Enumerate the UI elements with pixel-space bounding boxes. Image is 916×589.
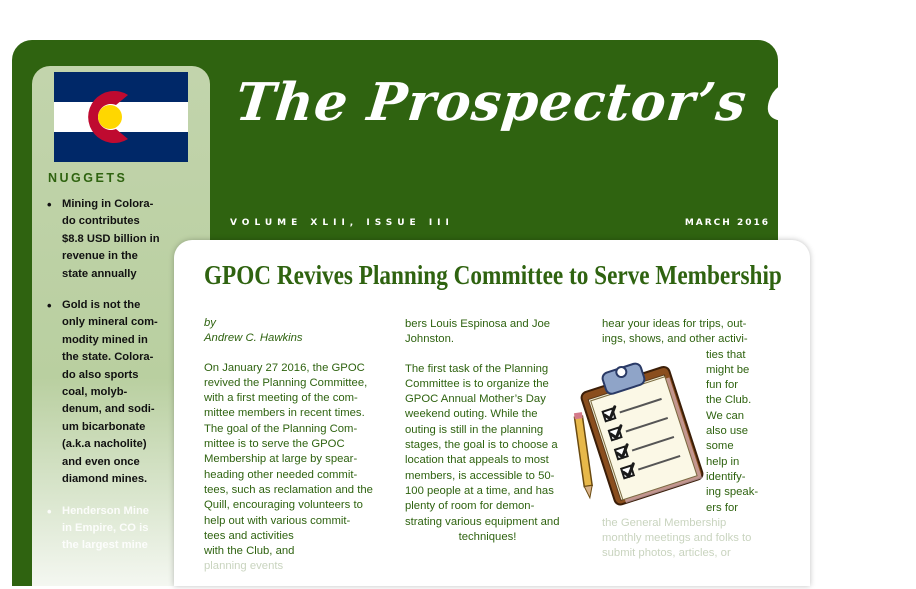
article-column-2: [405, 317, 570, 559]
article-headline: GPOC Revives Planning Committee to Serve Membership: [204, 260, 782, 290]
nuggets-title: NUGGETS: [48, 171, 128, 185]
paragraph-faded: the General Membership monthly meetings and folks to submit photos, articles, or: [602, 516, 752, 560]
list-item: • Gold is not the only mineral com- modity mined in the state. Colora- do also sports coal, molyb- denum, and sodi- um bicarbonate (a.k.a nacholite) and even once diamond mines.: [46, 297, 206, 488]
article-panel: [174, 240, 810, 586]
paragraph: On January 27 2016, the GPOC revived the Planning Committee, with a first meeting of the com- mittee members in recent times. The goal of the Planning Com- mittee is to serve the GPOC Membership at large by spear- heading other needed commit- tees, such as reclamation and the Quill, encouraging volunteers to help out with various commit- tees and activities with the Club, and planning events: [204, 361, 373, 573]
paragraph: hear your ideas for trips, out- ings, shows, and other activi-: [602, 318, 748, 346]
paragraph-wrap: ties that might be fun for the Club. We can also use some help in identify- ing speak- ers for: [706, 348, 759, 514]
article-column-1: [204, 316, 382, 589]
volume-issue: VOLUME XLII, ISSUE III: [230, 218, 454, 228]
list-item: • Mining in Colora- do contributes $8.8 USD billion in revenue in the state annually: [46, 196, 206, 283]
list-item: • Henderson Mine in Empire, CO is the largest mine: [46, 503, 206, 555]
paragraph: The first task of the Planning Committee is to organize the GPOC Annual Mother’s Day weekend outing. While the outing is still in the planning stages, the goal is to choose a location that appeals to most members, is accessible to 50- 100 people at a time, and has plenty of room for demon- strating various equipment and techniques!: [405, 362, 560, 543]
issue-date: MARCH 2016: [684, 218, 770, 228]
paragraph: bers Louis Espinosa and Joe Johnston.: [405, 318, 551, 346]
author: Andrew C. Hawkins: [204, 332, 303, 345]
colorado-flag-icon: [54, 72, 188, 162]
byline: by Andrew C. Hawkins: [204, 317, 303, 345]
clipboard-checklist-icon: [566, 356, 708, 504]
masthead-title: The Prospector’s Quill: [232, 72, 916, 133]
